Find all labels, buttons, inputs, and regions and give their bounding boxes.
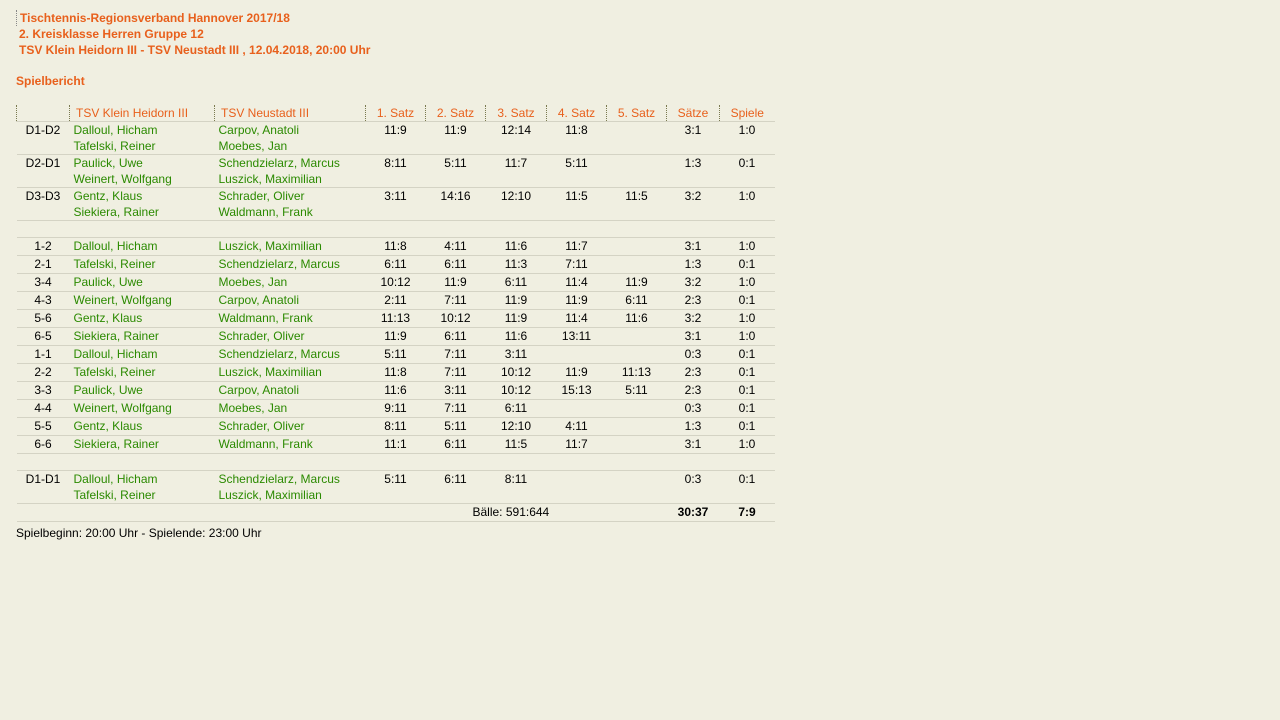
page-header xyxy=(16,10,370,58)
home-player: Dalloul, Hicham xyxy=(70,238,215,256)
away-player: Moebes, Jan xyxy=(215,274,366,292)
match-report-table xyxy=(16,105,775,522)
position-cell: 1-2 xyxy=(17,238,70,256)
set-5-score: 6:11 xyxy=(607,292,667,310)
home-player: Siekiera, Rainer xyxy=(70,436,215,454)
saetze-cell: 0:3 xyxy=(667,471,720,504)
saetze-cell: 0:3 xyxy=(667,400,720,418)
set-1-score: 11:8 xyxy=(366,238,426,256)
saetze-cell: 3:2 xyxy=(667,310,720,328)
table-header-row xyxy=(17,105,775,122)
away-player: Waldmann, Frank xyxy=(215,310,366,328)
set-3-score: 8:11 xyxy=(486,471,547,504)
set-4-score: 5:11 xyxy=(547,155,607,188)
spacer-cell xyxy=(17,221,775,238)
spacer-cell xyxy=(17,454,775,471)
position-cell: 4-3 xyxy=(17,292,70,310)
saetze-total: 30:37 xyxy=(667,504,720,522)
set-1-score: 11:1 xyxy=(366,436,426,454)
set-3-score: 11:6 xyxy=(486,238,547,256)
singles-row xyxy=(17,292,775,310)
home-player-line: Dalloul, Hicham xyxy=(73,123,158,137)
away-player: Schrader, Oliver xyxy=(215,328,366,346)
set-3-score: 10:12 xyxy=(486,364,547,382)
saetze-cell: 1:3 xyxy=(667,256,720,274)
set-1-score: 5:11 xyxy=(366,471,426,504)
doubles-row xyxy=(17,155,775,188)
set-1-score: 5:11 xyxy=(366,346,426,364)
home-player xyxy=(70,155,215,188)
home-player: Tafelski, Reiner xyxy=(70,364,215,382)
set-4-score: 7:11 xyxy=(547,256,607,274)
spacer-row xyxy=(17,221,775,238)
set-2-score: 4:11 xyxy=(426,238,486,256)
set-5-score xyxy=(607,346,667,364)
set-5-score: 11:5 xyxy=(607,188,667,221)
col-set-2: 2. Satz xyxy=(426,105,486,122)
spiele-cell: 0:1 xyxy=(720,418,775,436)
away-player xyxy=(215,122,366,155)
spiele-total: 7:9 xyxy=(720,504,775,522)
home-player-line: Tafelski, Reiner xyxy=(73,488,156,502)
set-2-score: 3:11 xyxy=(426,382,486,400)
home-player-line: Tafelski, Reiner xyxy=(73,139,156,153)
set-2-score: 7:11 xyxy=(426,364,486,382)
away-player: Carpov, Anatoli xyxy=(215,292,366,310)
home-player: Tafelski, Reiner xyxy=(70,256,215,274)
spiele-cell: 0:1 xyxy=(720,155,775,188)
set-1-score: 11:9 xyxy=(366,328,426,346)
report-title: Spielbericht xyxy=(16,74,85,88)
set-1-score: 10:12 xyxy=(366,274,426,292)
position-cell: 2-2 xyxy=(17,364,70,382)
singles-row xyxy=(17,436,775,454)
singles-row xyxy=(17,364,775,382)
position-cell: 5-5 xyxy=(17,418,70,436)
spiele-cell: 1:0 xyxy=(720,238,775,256)
set-3-score: 10:12 xyxy=(486,382,547,400)
set-1-score: 11:9 xyxy=(366,122,426,155)
away-player-line: Schendzielarz, Marcus xyxy=(218,472,340,486)
spiele-cell: 1:0 xyxy=(720,274,775,292)
set-4-score: 11:9 xyxy=(547,292,607,310)
away-player: Schendzielarz, Marcus xyxy=(215,346,366,364)
position-cell: D3-D3 xyxy=(17,188,70,221)
spiele-cell: 1:0 xyxy=(720,188,775,221)
position-cell: D1-D2 xyxy=(17,122,70,155)
set-4-score: 11:7 xyxy=(547,238,607,256)
spiele-cell: 0:1 xyxy=(720,400,775,418)
set-4-score: 11:9 xyxy=(547,364,607,382)
home-player xyxy=(70,122,215,155)
set-1-score: 9:11 xyxy=(366,400,426,418)
set-2-score: 5:11 xyxy=(426,155,486,188)
away-player-line: Carpov, Anatoli xyxy=(218,123,299,137)
set-2-score: 7:11 xyxy=(426,400,486,418)
col-saetze: Sätze xyxy=(667,105,720,122)
spiele-cell: 0:1 xyxy=(720,256,775,274)
saetze-cell: 0:3 xyxy=(667,346,720,364)
league-title: Tischtennis-Regionsverband Hannover 2017/18 xyxy=(16,10,370,26)
set-5-score xyxy=(607,155,667,188)
home-player xyxy=(70,471,215,504)
saetze-cell: 3:1 xyxy=(667,436,720,454)
set-1-score: 6:11 xyxy=(366,256,426,274)
position-cell: 5-6 xyxy=(17,310,70,328)
saetze-cell: 3:1 xyxy=(667,122,720,155)
away-player xyxy=(215,471,366,504)
singles-row xyxy=(17,238,775,256)
set-3-score: 11:7 xyxy=(486,155,547,188)
set-2-score: 6:11 xyxy=(426,256,486,274)
saetze-cell: 2:3 xyxy=(667,364,720,382)
away-player-line: Moebes, Jan xyxy=(218,139,288,153)
singles-row xyxy=(17,310,775,328)
col-set-5: 5. Satz xyxy=(607,105,667,122)
home-player: Dalloul, Hicham xyxy=(70,346,215,364)
doubles-row xyxy=(17,122,775,155)
set-4-score: 11:5 xyxy=(547,188,607,221)
home-player-line: Paulick, Uwe xyxy=(73,156,143,170)
set-3-score: 6:11 xyxy=(486,274,547,292)
set-3-score: 12:10 xyxy=(486,188,547,221)
spiele-cell: 1:0 xyxy=(720,436,775,454)
singles-row xyxy=(17,418,775,436)
set-5-score xyxy=(607,256,667,274)
set-4-score: 11:8 xyxy=(547,122,607,155)
set-4-score xyxy=(547,471,607,504)
set-5-score xyxy=(607,400,667,418)
set-4-score: 11:4 xyxy=(547,310,607,328)
totals-row xyxy=(17,504,775,522)
set-2-score: 7:11 xyxy=(426,346,486,364)
home-player: Paulick, Uwe xyxy=(70,274,215,292)
saetze-cell: 2:3 xyxy=(667,292,720,310)
spiele-cell: 0:1 xyxy=(720,471,775,504)
doubles-row xyxy=(17,471,775,504)
spiele-cell: 0:1 xyxy=(720,382,775,400)
saetze-cell: 3:1 xyxy=(667,328,720,346)
saetze-cell: 3:2 xyxy=(667,188,720,221)
set-2-score: 7:11 xyxy=(426,292,486,310)
set-2-score: 6:11 xyxy=(426,328,486,346)
set-1-score: 8:11 xyxy=(366,418,426,436)
home-player: Gentz, Klaus xyxy=(70,310,215,328)
set-3-score: 11:9 xyxy=(486,292,547,310)
set-4-score xyxy=(547,400,607,418)
spiele-cell: 1:0 xyxy=(720,328,775,346)
away-player: Waldmann, Frank xyxy=(215,436,366,454)
match-times: Spielbeginn: 20:00 Uhr - Spielende: 23:00 Uhr xyxy=(16,526,262,540)
set-1-score: 11:13 xyxy=(366,310,426,328)
set-3-score: 6:11 xyxy=(486,400,547,418)
set-4-score: 11:4 xyxy=(547,274,607,292)
set-2-score: 10:12 xyxy=(426,310,486,328)
home-player: Weinert, Wolfgang xyxy=(70,292,215,310)
set-4-score xyxy=(547,346,607,364)
doubles-row xyxy=(17,188,775,221)
spacer-row xyxy=(17,454,775,471)
away-player: Luszick, Maximilian xyxy=(215,364,366,382)
col-away-team: TSV Neustadt III xyxy=(215,105,366,122)
away-player-line: Schendzielarz, Marcus xyxy=(218,156,340,170)
away-player-line: Waldmann, Frank xyxy=(218,205,313,219)
away-player: Schrader, Oliver xyxy=(215,418,366,436)
position-cell: 1-1 xyxy=(17,346,70,364)
position-cell: D2-D1 xyxy=(17,155,70,188)
singles-row xyxy=(17,400,775,418)
position-cell: 6-6 xyxy=(17,436,70,454)
set-1-score: 2:11 xyxy=(366,292,426,310)
spiele-cell: 0:1 xyxy=(720,364,775,382)
singles-row xyxy=(17,274,775,292)
home-player-line: Dalloul, Hicham xyxy=(73,472,158,486)
set-5-score xyxy=(607,471,667,504)
set-2-score: 6:11 xyxy=(426,436,486,454)
set-5-score: 5:11 xyxy=(607,382,667,400)
set-4-score: 13:11 xyxy=(547,328,607,346)
col-spiele: Spiele xyxy=(720,105,775,122)
away-player-line: Luszick, Maximilian xyxy=(218,172,322,186)
home-player: Paulick, Uwe xyxy=(70,382,215,400)
saetze-cell: 3:2 xyxy=(667,274,720,292)
col-set-1: 1. Satz xyxy=(366,105,426,122)
set-1-score: 11:8 xyxy=(366,364,426,382)
col-home-team: TSV Klein Heidorn III xyxy=(70,105,215,122)
saetze-cell: 2:3 xyxy=(667,382,720,400)
set-4-score: 15:13 xyxy=(547,382,607,400)
set-2-score: 6:11 xyxy=(426,471,486,504)
saetze-cell: 1:3 xyxy=(667,418,720,436)
away-player: Schendzielarz, Marcus xyxy=(215,256,366,274)
set-5-score: 11:9 xyxy=(607,274,667,292)
col-position xyxy=(17,105,70,122)
set-3-score: 11:5 xyxy=(486,436,547,454)
position-cell: 4-4 xyxy=(17,400,70,418)
home-player-line: Weinert, Wolfgang xyxy=(73,172,172,186)
away-player-line: Schrader, Oliver xyxy=(218,189,305,203)
set-3-score: 11:3 xyxy=(486,256,547,274)
away-player-line: Luszick, Maximilian xyxy=(218,488,322,502)
set-2-score: 5:11 xyxy=(426,418,486,436)
set-5-score xyxy=(607,238,667,256)
balls-total: Bälle: 591:644 xyxy=(366,504,667,522)
set-1-score: 11:6 xyxy=(366,382,426,400)
away-player xyxy=(215,155,366,188)
set-4-score: 4:11 xyxy=(547,418,607,436)
set-2-score: 11:9 xyxy=(426,274,486,292)
home-player xyxy=(70,188,215,221)
set-1-score: 3:11 xyxy=(366,188,426,221)
spiele-cell: 1:0 xyxy=(720,310,775,328)
home-player: Siekiera, Rainer xyxy=(70,328,215,346)
set-5-score xyxy=(607,328,667,346)
spiele-cell: 0:1 xyxy=(720,346,775,364)
set-5-score: 11:13 xyxy=(607,364,667,382)
col-set-4: 4. Satz xyxy=(547,105,607,122)
totals-spacer xyxy=(17,504,366,522)
away-player xyxy=(215,188,366,221)
col-set-3: 3. Satz xyxy=(486,105,547,122)
set-2-score: 11:9 xyxy=(426,122,486,155)
set-5-score xyxy=(607,418,667,436)
match-title: TSV Klein Heidorn III - TSV Neustadt III , 12.04.2018, 20:00 Uhr xyxy=(19,43,371,57)
set-2-score: 14:16 xyxy=(426,188,486,221)
saetze-cell: 1:3 xyxy=(667,155,720,188)
home-player: Weinert, Wolfgang xyxy=(70,400,215,418)
singles-row xyxy=(17,346,775,364)
home-player-line: Gentz, Klaus xyxy=(73,189,143,203)
set-3-score: 11:6 xyxy=(486,328,547,346)
position-cell: 6-5 xyxy=(17,328,70,346)
set-3-score: 12:10 xyxy=(486,418,547,436)
position-cell: 2-1 xyxy=(17,256,70,274)
group-title: 2. Kreisklasse Herren Gruppe 12 xyxy=(19,27,204,41)
position-cell: D1-D1 xyxy=(17,471,70,504)
spiele-cell: 1:0 xyxy=(720,122,775,155)
away-player: Luszick, Maximilian xyxy=(215,238,366,256)
singles-row xyxy=(17,382,775,400)
singles-row xyxy=(17,256,775,274)
set-1-score: 8:11 xyxy=(366,155,426,188)
position-cell: 3-3 xyxy=(17,382,70,400)
away-player: Moebes, Jan xyxy=(215,400,366,418)
away-player: Carpov, Anatoli xyxy=(215,382,366,400)
set-3-score: 12:14 xyxy=(486,122,547,155)
singles-row xyxy=(17,328,775,346)
set-5-score xyxy=(607,122,667,155)
position-cell: 3-4 xyxy=(17,274,70,292)
set-5-score: 11:6 xyxy=(607,310,667,328)
set-4-score: 11:7 xyxy=(547,436,607,454)
set-3-score: 3:11 xyxy=(486,346,547,364)
home-player-line: Siekiera, Rainer xyxy=(73,205,159,219)
set-5-score xyxy=(607,436,667,454)
set-3-score: 11:9 xyxy=(486,310,547,328)
home-player: Gentz, Klaus xyxy=(70,418,215,436)
spiele-cell: 0:1 xyxy=(720,292,775,310)
saetze-cell: 3:1 xyxy=(667,238,720,256)
